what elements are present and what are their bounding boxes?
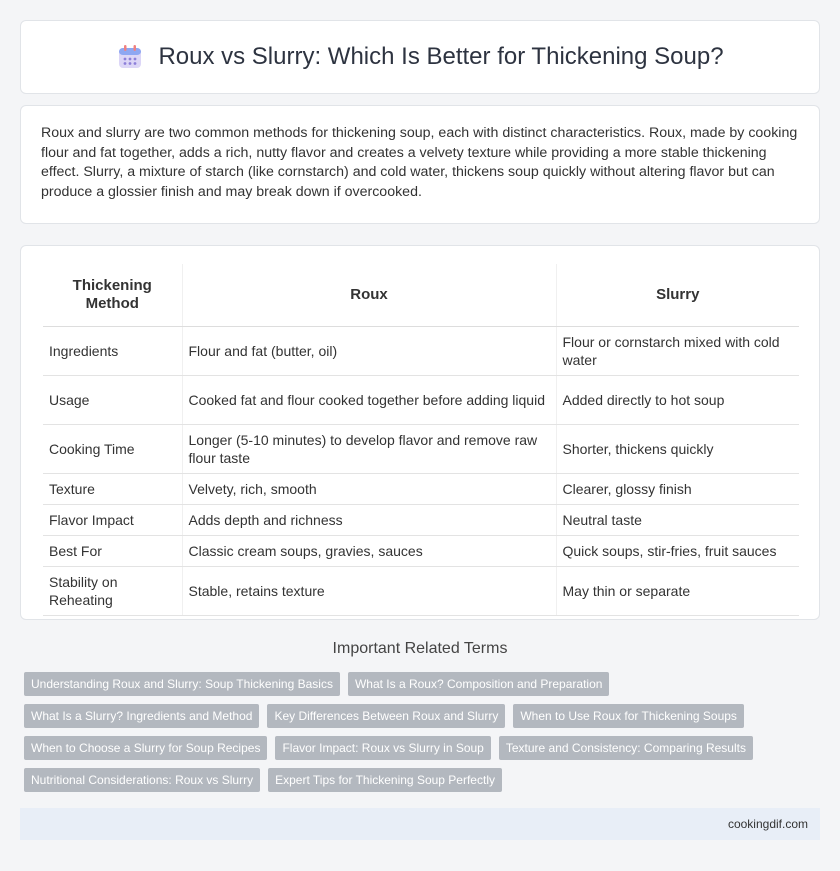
table-cell: Cooked fat and flour cooked together before adding liquid [182, 375, 556, 424]
table-row [43, 375, 799, 424]
table-cell: May thin or separate [556, 566, 799, 615]
related-term-tag[interactable]: When to Choose a Slurry for Soup Recipes [24, 736, 267, 760]
table-cell: Velvety, rich, smooth [182, 473, 556, 504]
table-cell: Flavor Impact [43, 504, 182, 535]
comparison-table-card [20, 245, 820, 620]
comparison-table [43, 264, 799, 616]
related-term-tag[interactable]: Key Differences Between Roux and Slurry [267, 704, 505, 728]
calendar-icon [116, 43, 144, 71]
table-row [43, 424, 799, 473]
related-term-tag[interactable]: Flavor Impact: Roux vs Slurry in Soup [275, 736, 490, 760]
table-cell: Texture [43, 473, 182, 504]
table-cell: Classic cream soups, gravies, sauces [182, 535, 556, 566]
table-row [43, 473, 799, 504]
table-cell: Neutral taste [556, 504, 799, 535]
title-card [20, 20, 820, 94]
table-cell: Ingredients [43, 326, 182, 375]
table-row [43, 535, 799, 566]
related-term-tag[interactable]: Texture and Consistency: Comparing Results [499, 736, 753, 760]
page-title-text: Roux vs Slurry: Which Is Better for Thickening Soup? [158, 43, 724, 70]
intro-card [20, 105, 820, 224]
table-header-row [43, 264, 799, 326]
page-title [116, 43, 723, 71]
table-cell: Longer (5-10 minutes) to develop flavor and remove raw flour taste [182, 424, 556, 473]
table-row [43, 326, 799, 375]
table-header-method: Thickening Method [43, 264, 182, 326]
table-cell: Quick soups, stir-fries, fruit sauces [556, 535, 799, 566]
footer-site-link[interactable]: cookingdif.com [727, 817, 808, 831]
table-cell: Flour or cornstarch mixed with cold water [556, 326, 799, 375]
related-term-tag[interactable]: Expert Tips for Thickening Soup Perfectly [268, 768, 502, 792]
table-header-slurry: Slurry [556, 264, 799, 326]
related-term-tag[interactable]: What Is a Slurry? Ingredients and Method [24, 704, 259, 728]
table-header-roux: Roux [182, 264, 556, 326]
table-row [43, 566, 799, 615]
footer [20, 808, 820, 840]
intro-text: Roux and slurry are two common methods for thickening soup, each with distinct characteristics. Roux, made by cooking flour and fat together, adds a rich, nutty flavor and creates a velvety texture while providing a more stable thickening effect. Slurry, a mixture of starch (like cornstarch) and cold water, thickens soup quickly without altering flavor but can produce a glossier finish and may break down if overcooked. [41, 125, 798, 200]
related-term-tag[interactable]: Nutritional Considerations: Roux vs Slurry [24, 768, 260, 792]
table-cell: Clearer, glossy finish [556, 473, 799, 504]
table-row [43, 504, 799, 535]
table-cell: Flour and fat (butter, oil) [182, 326, 556, 375]
related-terms-list [24, 672, 820, 800]
related-terms-title: Important Related Terms [332, 640, 508, 657]
table-cell: Usage [43, 375, 182, 424]
table-cell: Stability on Reheating [43, 566, 182, 615]
table-cell: Stable, retains texture [182, 566, 556, 615]
related-term-tag[interactable]: When to Use Roux for Thickening Soups [513, 704, 744, 728]
related-term-tag[interactable]: What Is a Roux? Composition and Preparation [348, 672, 609, 696]
table-cell: Best For [43, 535, 182, 566]
table-cell: Adds depth and richness [182, 504, 556, 535]
table-cell: Shorter, thickens quickly [556, 424, 799, 473]
table-cell: Added directly to hot soup [556, 375, 799, 424]
related-term-tag[interactable]: Understanding Roux and Slurry: Soup Thickening Basics [24, 672, 340, 696]
table-cell: Cooking Time [43, 424, 182, 473]
